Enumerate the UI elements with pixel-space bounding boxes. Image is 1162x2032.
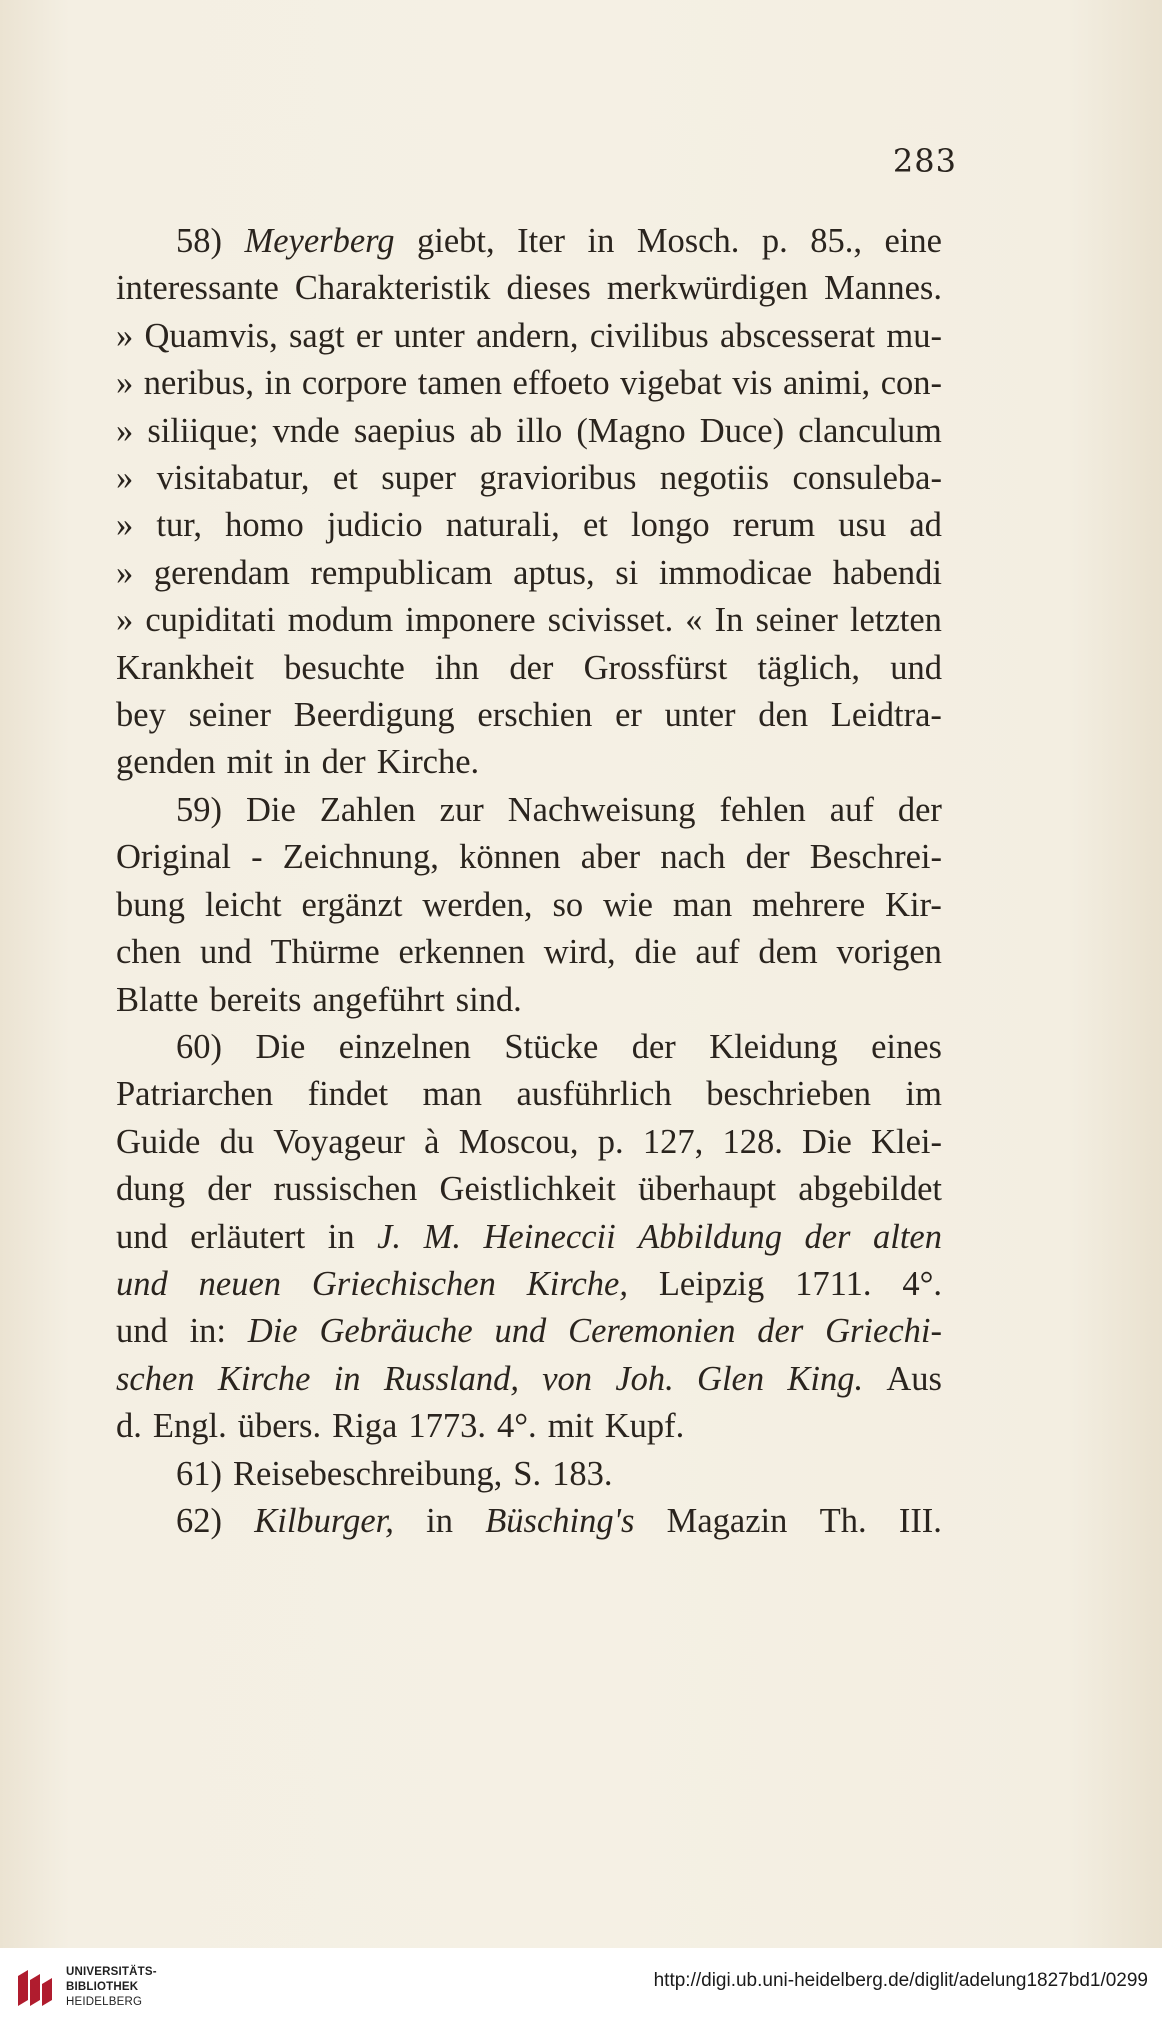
word: » [116,601,134,640]
word: » [116,364,134,403]
word: seiner [755,601,838,640]
word: sind. [455,980,522,1019]
word: S. [513,1454,542,1493]
word: - [251,838,263,877]
text-line [116,834,942,881]
text-line [116,1261,942,1308]
word: 1773. [408,1407,486,1446]
word: siliique; [147,411,259,450]
word: Krankheit [116,648,254,687]
word: scivisset. [547,601,674,640]
word: Die [802,1122,852,1161]
word: Stücke [504,1027,599,1066]
library-name [66,1965,157,2010]
word: mu- [886,316,942,355]
word: ab [469,411,503,450]
word: Die [247,1312,298,1351]
word: 58) [176,222,222,260]
text-line [116,1308,942,1355]
word: bey [116,696,166,735]
word: Gebräuche [319,1312,473,1351]
word: In [714,601,744,640]
word: Griechi- [825,1312,942,1351]
page-number: 283 [892,142,957,180]
word: Beerdigung [293,696,455,735]
word: imponere [405,601,536,640]
word: gerendam [153,553,290,592]
word: » [116,506,134,545]
word: rempublicam [310,553,493,592]
word: angeführt [312,980,445,1019]
word: in: [189,1312,226,1351]
word: der [321,743,366,782]
word: et [582,506,608,545]
word: dung [116,1170,185,1209]
word: Zahlen [319,790,416,829]
text-line [116,1166,942,1213]
word: ad [909,506,942,545]
word: visitabatur, [156,459,310,498]
word: schen [116,1359,195,1398]
word: » [116,553,134,592]
text-line [116,502,942,549]
word: letzten [849,601,942,640]
text-line [116,739,942,786]
word: 183. [552,1454,613,1493]
word: chen [116,933,182,972]
word: können [459,838,561,877]
word: erschien [477,696,593,735]
word: wird, [543,933,616,972]
word: Griechischen [311,1264,496,1303]
word: wie [603,885,653,924]
text-line [116,787,942,834]
word: den [758,696,809,735]
word: con- [880,364,942,403]
word: findet [307,1075,389,1114]
word: der [207,1170,252,1209]
word: interessante [116,269,279,308]
word: im [905,1075,942,1114]
word: Meyerberg [244,222,395,260]
word: eine [884,222,942,260]
word: in [587,222,615,260]
word: und [116,1264,168,1303]
word: Kilburger, [254,1501,394,1540]
word: der [897,790,942,829]
word: Glen [697,1359,765,1398]
word: Joh. [615,1359,674,1398]
word: sagt [288,316,345,355]
word: Charakteristik [294,269,491,308]
word: abscesserat [719,316,876,355]
word: vigebat [620,364,722,403]
word: Kleidung [709,1027,838,1066]
word: Leidtra- [830,696,942,735]
word: 60) [176,1027,222,1066]
word: täglich, [757,648,861,687]
word: vis [732,364,773,403]
word: abgebildet [798,1170,942,1209]
word: Kirche [217,1359,311,1398]
word: alten [873,1217,942,1256]
text-line [116,1024,942,1071]
word: Geistlichkeit [439,1170,616,1209]
footnotes-text [116,218,942,1545]
word: übers. [237,1407,322,1446]
word: illo [516,411,563,450]
word: Zeichnung, [282,838,439,877]
library-logo[interactable] [12,1962,172,2018]
word: und [890,648,942,687]
word: « [685,601,703,640]
text-line [116,455,942,502]
word: 62) [176,1501,222,1540]
word: der [804,1217,851,1256]
word: J. [377,1217,402,1256]
word: et [332,459,358,498]
library-name-line-1: UNIVERSITÄTS- [66,1966,157,1978]
text-line [116,550,942,597]
word: Nachweisung [507,790,696,829]
word: Aus [886,1359,942,1398]
word: und [116,1217,168,1256]
word: Voyageur [273,1122,405,1161]
word: werden, [422,885,533,924]
word: dieses [506,269,591,308]
word: ergänzt [301,885,403,924]
library-emblem-icon [12,1966,58,2012]
word: aptus, [513,553,595,592]
word: Blatte [116,980,199,1019]
word: Leipzig [658,1264,765,1303]
word: 85., [810,222,862,260]
word: in [327,1217,355,1256]
word: Mosch. [636,222,740,260]
word: 1711. [795,1264,872,1303]
word: in [264,364,292,403]
word: rerum [732,506,816,545]
word: » [116,411,134,450]
word: erläutert [190,1217,306,1256]
word: Mannes. [824,269,942,308]
word: Engl. [152,1407,227,1446]
word: habendi [832,553,942,592]
word: Patriarchen [116,1075,274,1114]
word: dem [758,933,818,972]
word: 4°. [902,1264,942,1303]
word: er [355,316,383,355]
word: unter [664,696,736,735]
word: Kirche. [376,743,480,782]
word: 61) [176,1454,222,1493]
word: der [745,838,790,877]
word: p. [597,1122,624,1161]
word: judicio [326,506,423,545]
text-line [116,1214,942,1261]
word: Beschrei- [809,838,942,877]
word: bung [116,885,185,924]
word: si [615,553,639,592]
footer-bar [0,1948,1162,2032]
word: Russland, [383,1359,519,1398]
word: clanculum [798,411,942,450]
word: corpore [301,364,408,403]
word: tur, [156,506,202,545]
word: Quamvis, [144,316,278,355]
word: fehlen [719,790,806,829]
word: d. [116,1407,142,1446]
word: tamen [417,364,503,403]
word: aber [580,838,641,877]
word: Heineccii [483,1217,616,1256]
word: homo [225,506,304,545]
word: giebt, [417,222,495,260]
word: negotiis [659,459,770,498]
word: auf [829,790,874,829]
word: und [494,1312,547,1351]
word: er [615,696,642,735]
text-line [116,1403,942,1450]
library-name-line-3: HEIDELBERG [66,1996,143,2008]
text-line [116,692,942,739]
word: in [426,1501,453,1540]
word: und [199,933,252,972]
word: vnde [272,411,340,450]
word: Moscou, [458,1122,579,1161]
word: andern, [476,316,579,355]
text-line [116,1119,942,1166]
word: ihn [435,648,480,687]
word: der [757,1312,804,1351]
word: bereits [209,980,302,1019]
word: in [333,1359,361,1398]
word: neribus, [143,364,254,403]
word: genden [116,743,216,782]
word: auf [695,933,740,972]
word: M. [423,1217,461,1256]
word: saepius [353,411,456,450]
text-line [116,1451,942,1498]
word: Guide [116,1122,201,1161]
text-line [116,360,942,407]
word: longo [631,506,710,545]
word: à [424,1122,440,1161]
word: russischen [273,1170,418,1209]
word: modum [287,601,394,640]
word: erkennen [398,933,525,972]
word: die [634,933,677,972]
word: 127, [642,1122,704,1161]
word: Th. [819,1501,867,1540]
word: Reisebeschreibung, [233,1454,503,1493]
text-line [116,408,942,455]
word: der [631,1027,676,1066]
word: Duce) [699,411,785,450]
word: zur [439,790,484,829]
word: 59) [176,790,222,829]
word: man [422,1075,483,1114]
word: super [381,459,456,498]
word: neuen [198,1264,282,1303]
word: » [116,316,134,355]
word: überhaupt [638,1170,777,1209]
text-line [116,1356,942,1403]
word: einzelnen [338,1027,471,1066]
word: Klei- [871,1122,942,1161]
word: King. [787,1359,864,1398]
word: gravioribus [479,459,637,498]
text-line [116,977,942,1024]
source-url[interactable]: http://digi.ub.uni-heidelberg.de/diglit/adelung1827bd1/0299 [653,1970,1148,1991]
word: besuchte [284,648,405,687]
word: p. [761,222,788,260]
word: naturali, [445,506,560,545]
word: von [542,1359,593,1398]
text-line [116,218,942,265]
word: immodicae [658,553,813,592]
word: nach [660,838,726,877]
word: (Magno [576,411,686,450]
word: consuleba- [792,459,942,498]
text-line [116,313,942,360]
word: animi, [782,364,871,403]
word: Kupf. [604,1407,685,1446]
word: so [552,885,584,924]
word: merkwürdigen [606,269,809,308]
word: leicht [204,885,282,924]
word: Original [116,838,231,877]
word: civilibus [589,316,709,355]
text-line [116,882,942,929]
word: ausführlich [516,1075,672,1114]
text-line [116,265,942,312]
word: Riga [332,1407,398,1446]
word: seiner [188,696,271,735]
word: mit [226,743,273,782]
word: Kir- [885,885,942,924]
word: cupiditati [145,601,276,640]
word: Die [246,790,296,829]
word: du [219,1122,255,1161]
word: Ceremonien [568,1312,736,1351]
word: vorigen [836,933,942,972]
word: mehrere [752,885,866,924]
library-name-line-2: BIBLIOTHEK [66,1981,139,1993]
word: usu [838,506,887,545]
word: und [116,1312,168,1351]
word: eines [871,1027,942,1066]
word: mit [547,1407,594,1446]
text-line [116,1071,942,1118]
word: 128. [722,1122,783,1161]
word: effoeto [512,364,610,403]
word: Magazin [666,1501,788,1540]
text-line [116,645,942,692]
word: Die [255,1027,306,1066]
word: unter [393,316,465,355]
word: 4°. [496,1407,537,1446]
word: Büsching's [485,1501,635,1540]
word: Thürme [270,933,380,972]
word: Grossfürst [583,648,728,687]
word: Kirche, [526,1264,628,1303]
word: Iter [517,222,566,260]
text-line [116,1498,942,1545]
text-line [116,929,942,976]
text-line [116,597,942,644]
word: Abbildung [638,1217,782,1256]
word: in [283,743,311,782]
word: III. [898,1501,942,1540]
word: beschrieben [706,1075,872,1114]
word: der [509,648,554,687]
word: » [116,459,134,498]
word: man [672,885,733,924]
